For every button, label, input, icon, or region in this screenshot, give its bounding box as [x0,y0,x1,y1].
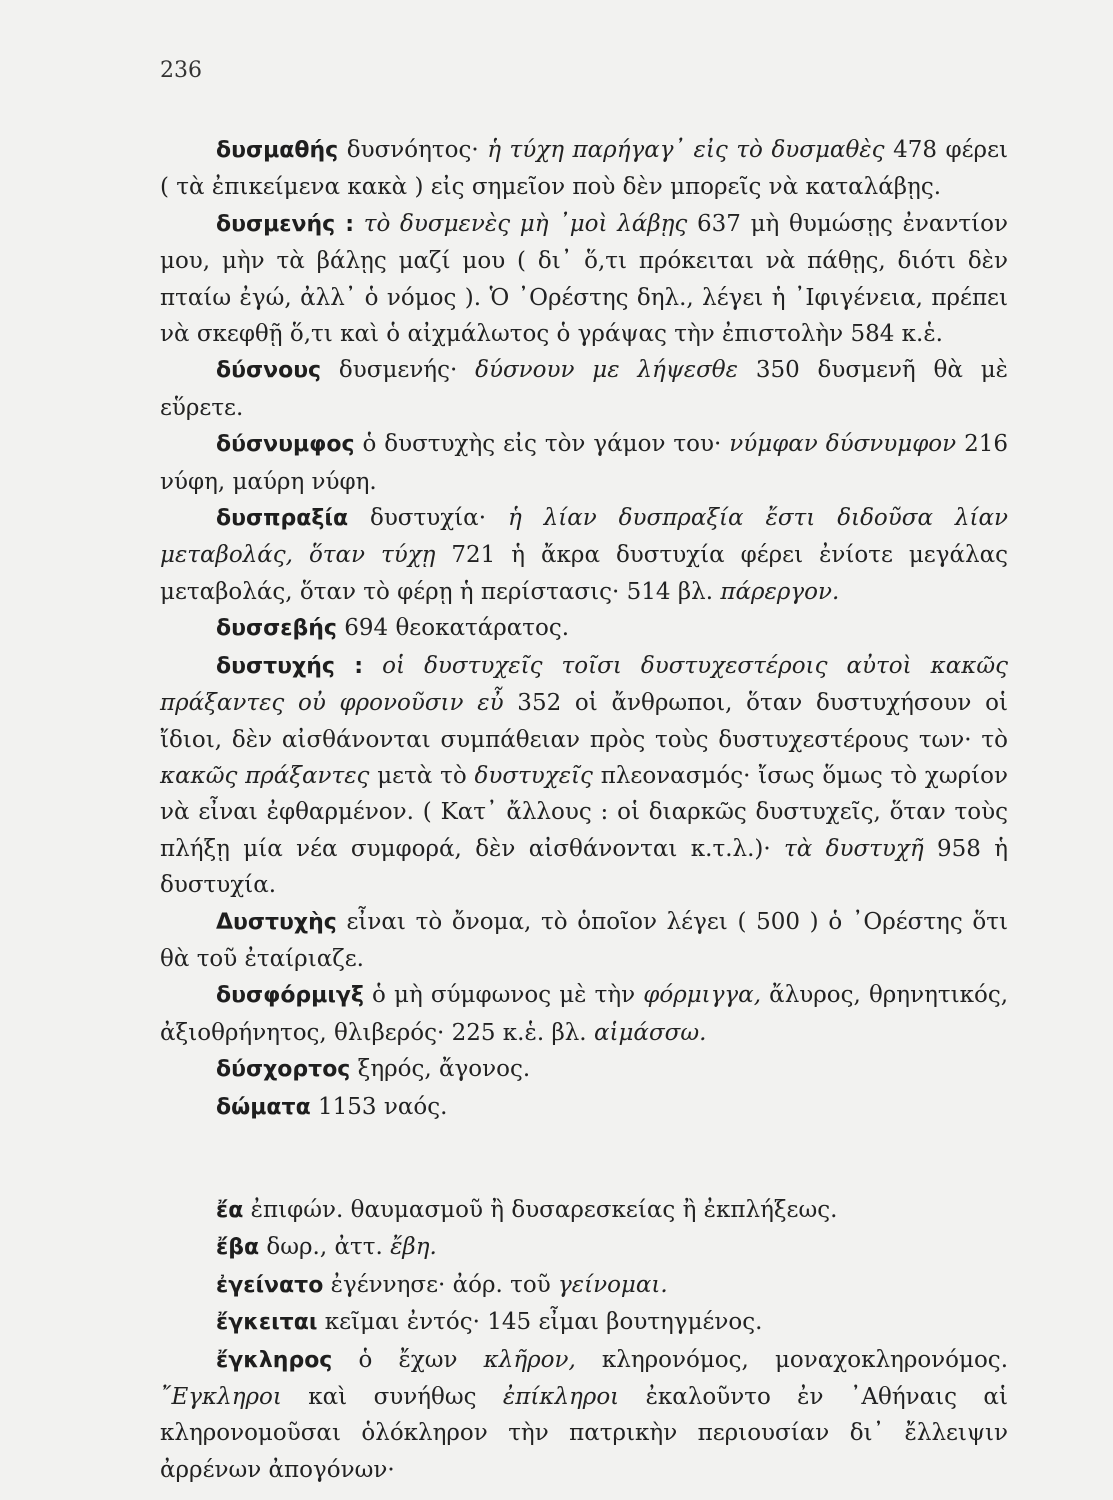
entry-definition-text [354,211,364,237]
entry-definition-text: 958 ἡ δυστυχία. [160,835,1008,899]
entry-definition-text: δυστυχία· [348,505,508,532]
entry-definition-text: δυσνόητος· [338,137,488,163]
entry-headword: ἔα [216,1197,244,1223]
entry-quote-text: τὸ δυσμενὲς μὴ ᾽μοὶ λάβῃς [363,210,688,237]
dictionary-entry [160,610,1008,647]
entry-definition-text: ἐγέννησε· ἀόρ. τοῦ [323,1271,558,1298]
entry-quote-text: φόρμιγγα, [643,982,762,1009]
entry-definition-text [363,653,382,679]
dictionary-entry [160,1267,1008,1304]
entry-quote-text: νύμφαν δύσνυμφον [729,431,957,458]
entry-definition-text: ἐπιφών. θαυμασμοῦ ἢ δυσαρεσκείας ἢ ἐκπλήξεως. [243,1196,838,1223]
entry-headword: ἔγκειται [216,1310,318,1336]
entry-definition-text: 721 ἡ ἄκρα δυστυχία φέρει ἐνίοτε μεγάλας μεταβολάς, ὅταν τὸ φέρῃ ἡ περίστασις· 514 βλ. [160,542,1008,605]
entry-definition-text: κεῖμαι ἐντός· 145 εἶμαι βουτηγμένος. [317,1309,763,1336]
entry-definition-text: 694 θεοκατάρατος. [336,615,570,642]
section-gap [160,1126,1008,1192]
entry-definition-text: 637 μὴ θυμώσῃς ἐναντίον μου, μὴν τὰ βάλῃς μαζί μου ( δι᾽ ὅ,τι πρόκειται νὰ πάθῃς, διότι δὲν πταίω ἐγώ, ἀλλ᾽ ὁ νόμος ). Ὁ ᾽Ορέστης δηλ., λέγει ἡ ᾽Ιφιγένεια, πρέπει νὰ σκεφθῇ ὅ,τι καὶ ὁ αἰχμάλωτος ὁ γράψας τὴν ἐπιστολὴν 584 κ.ἑ. [160,210,1008,348]
dictionary-entry [160,132,1008,206]
entry-definition-text: δωρ., ἀττ. [259,1234,391,1261]
dictionary-entry [160,977,1008,1051]
entry-headword: δύσχορτος [216,1057,351,1083]
entry-definition-text: ἄλυρος, θρηνητικός, ἀξιοθρήνητος, θλιβερός· 225 κ.ἑ. βλ. [160,982,1009,1046]
entry-headword: δώματα [216,1094,311,1120]
entry-quote-text: δυστυχεῖς [474,762,593,789]
entry-definition-text: δυσμενής· [321,357,476,384]
dictionary-entry [160,1229,1008,1266]
dictionary-entry [160,648,1008,904]
section-d [160,132,1008,1126]
entry-quote-text: οἱ δυστυχεῖς τοῖσι δυστυχεστέροις αὐτοὶ κακῶς πράξαντες οὐ φρονοῦσιν εὖ [160,652,1008,717]
entry-headword: δυσφόρμιγξ [216,983,364,1009]
dictionary-entry [160,500,1008,610]
entry-definition-text: μετὰ τὸ [369,762,475,789]
entry-definition-text: ὁ ἔχων [332,1346,484,1373]
entry-quote-text: πάρεργον. [720,578,840,605]
dictionary-entry [160,904,1008,978]
entry-headword: ἐγείνατο [216,1272,324,1298]
entry-definition-text: καὶ συνήθως [281,1384,503,1410]
entry-definition-text: ὁ δυστυχὴς εἰς τὸν γάμον του· [354,431,730,458]
dictionary-entry [160,1304,1008,1341]
entry-quote-text: κακῶς πράξαντες [160,762,370,789]
entry-definition-text: πλεονασμός· ἴσως ὅμως τὸ χωρίον νὰ εἶναι ἐφθαρμένον. ( Κατ᾽ ἄλλους : οἱ διαρκῶς δυστυχεῖς, ὅταν τοὺς πλήξῃ μία νέα συμφορά, δὲν αἰσθάνονται κ.τ.λ.)· [160,762,1008,862]
entry-quote-text: κλῆρον, [483,1346,576,1373]
entry-definition-text: 1153 ναός. [310,1093,448,1120]
entry-headword: δυσπραξία [216,506,349,532]
entry-definition-text: 216 νύφη, μαύρη νύφη. [160,431,1008,495]
dictionary-entry [160,1192,1008,1229]
entry-headword: Δυστυχὴς [216,909,337,935]
section-e [160,1192,1008,1488]
dictionary-entry [160,1089,1008,1126]
entry-quote-text: γείνομαι. [558,1271,668,1298]
entry-quote-text: δύσνουν με λήψεσθε [475,357,738,384]
entry-definition-text: 478 φέρει ( τὰ ἐπικείμενα κακὰ ) εἰς σημεῖον ποὺ δὲν μπορεῖς νὰ καταλάβῃς. [160,137,1008,201]
entry-headword: ἔβα [216,1235,260,1261]
entry-definition-text: 350 δυσμενῆ θὰ μὲ εὕρετε. [160,357,1009,421]
entries-column [160,132,1008,1488]
entry-headword: δυστυχής : [216,653,364,679]
entry-quote-text: ῎Εγκληροι [160,1384,282,1410]
entry-quote-text: ἡ λίαν δυσπραξία ἔστι διδοῦσα λίαν μεταβολάς, ὅταν τύχῃ [160,505,1009,569]
dictionary-entry [160,352,1008,426]
entry-definition-text: ἐκαλοῦντο ἐν ᾽Αθήναις αἱ κληρονομοῦσαι ὁλόκληρον τὴν πατρικὴν περιουσίαν δι᾽ ἔλλειψιν ἀρρένων ἀπογόνων· [160,1384,1008,1483]
entry-definition-text: 352 οἱ ἄνθρωποι, ὅταν δυστυχήσουν οἱ ἴδιοι, δὲν αἰσθάνονται συμπάθειαν πρὸς τοὺς δυστυχεστέρους των· τὸ [160,690,1008,753]
entry-quote-text: τὰ δυστυχῆ [784,835,924,862]
dictionary-entry [160,1051,1008,1088]
entry-headword: δυσσεβής [216,616,337,642]
entry-definition-text: κληρονόμος, μοναχοκληρονόμος. [575,1346,1008,1373]
entry-definition-text: ὁ μὴ σύμφωνος μὲ τὴν [363,982,644,1009]
entry-quote-text: ἡ τύχη παρήγαγ᾽ εἰς τὸ δυσμαθὲς [487,137,885,163]
entry-quote-text: ἔβη. [390,1234,437,1261]
entry-definition-text: εἶναι τὸ ὄνομα, τὸ ὁποῖον λέγει ( 500 ) ὁ ᾽Ορέστης ὅτι θὰ τοῦ ἐταίριαζε. [160,908,1008,972]
entry-definition-text: ξηρός, ἄγονος. [350,1056,531,1083]
page-number: 236 [160,58,202,83]
dictionary-entry [160,426,1008,500]
entry-headword: δύσνυμφος [216,432,355,458]
entry-headword: δυσμαθής [216,138,339,163]
entry-quote-text: ἐπίκληροι [502,1384,620,1410]
entry-headword: ἔγκληρος [216,1347,333,1373]
entry-headword: δύσνους [216,358,322,384]
entry-quote-text: αἱμάσσω. [593,1019,707,1046]
dictionary-entry [160,206,1008,353]
dictionary-entry [160,1342,1008,1489]
entry-headword: δυσμενής : [216,211,355,237]
